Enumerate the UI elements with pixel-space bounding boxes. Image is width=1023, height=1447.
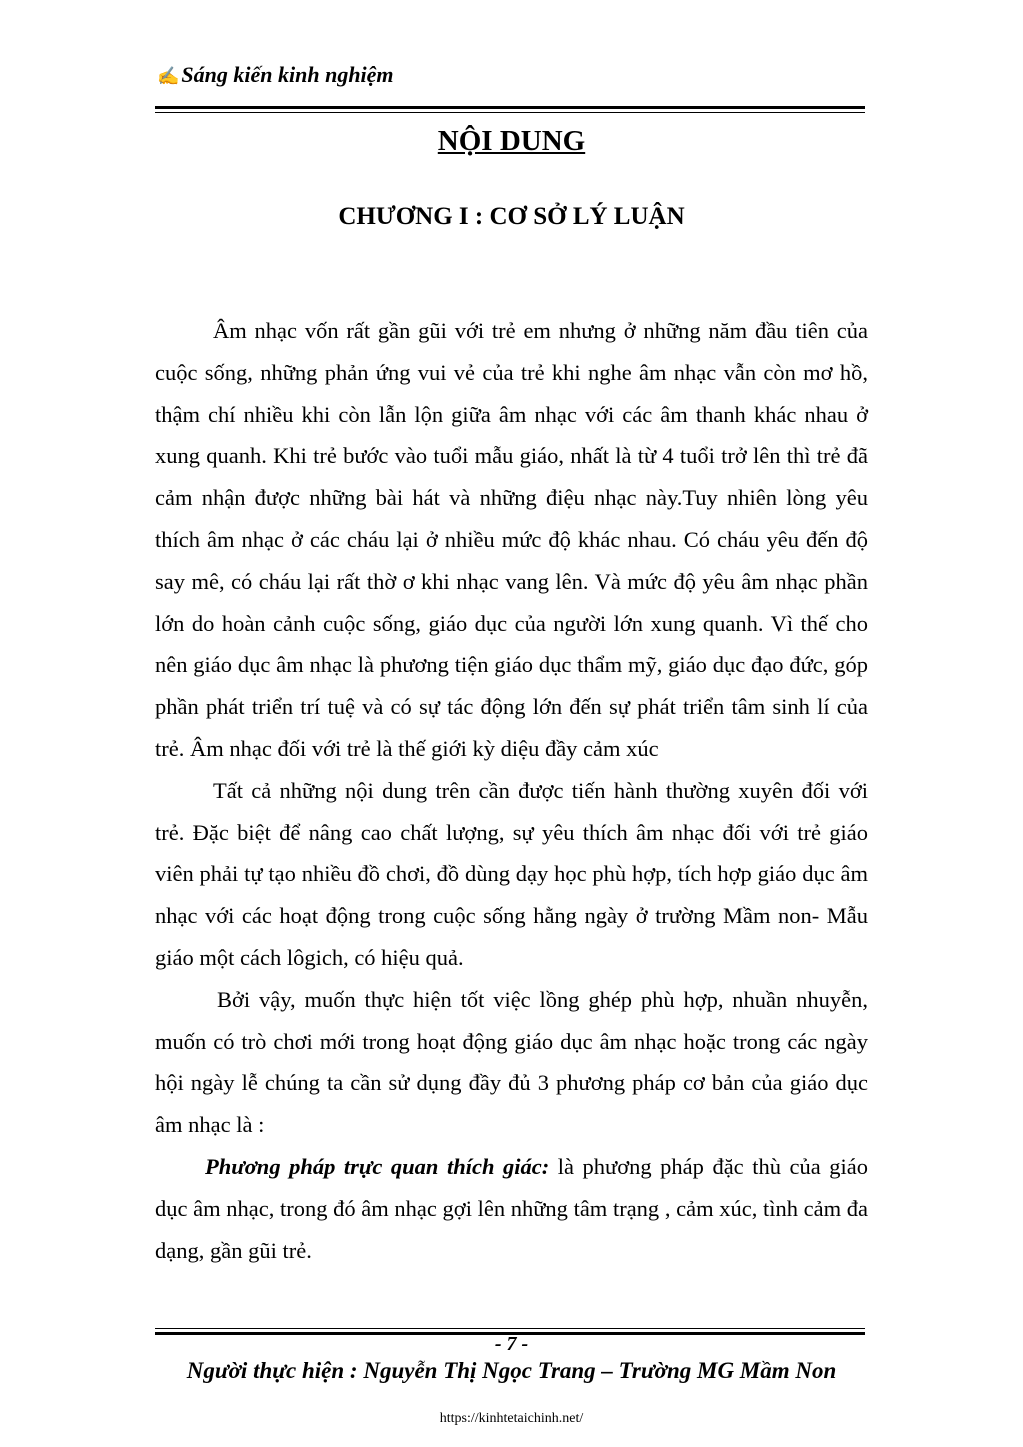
paragraph-lead: Phương pháp trực quan thích giác: — [205, 1153, 550, 1179]
header-rule — [155, 106, 865, 113]
page-header — [157, 62, 394, 88]
page-number: - 7 - — [494, 1333, 529, 1355]
section-title: NỘI DUNG — [437, 125, 586, 157]
source-url: https://kinhtetaichinh.net/ — [439, 1411, 584, 1426]
paragraph-text: là phương pháp đặc thù của giáo dục âm nhạc, trong đó âm nhạc gợi lên những tâm trạng , cảm xúc, tình cảm đa dạng, gần gũi trẻ. — [155, 1153, 868, 1263]
paragraph: Âm nhạc vốn rất gần gũi với trẻ em nhưng ở những năm đầu tiên của cuộc sống, những phản ứng vui vẻ của trẻ khi nghe âm nhạc vẫn còn mơ hồ, thậm chí nhiều khi còn lẫn lộn giữa âm nhạc với các âm thanh khác nhau ở xung quanh. Khi trẻ bước vào tuổi mẫu giáo, nhất là từ 4 tuổi trở lên thì trẻ đã cảm nhận được những bài hát và những điệu nhạc này.Tuy nhiên lòng yêu thích âm nhạc ở các cháu lại ở nhiều mức độ khác nhau. Có cháu yêu đến độ say mê, có cháu lại rất thờ ơ khi nhạc vang lên. Và mức độ yêu âm nhạc phần lớn do hoàn cảnh cuộc sống, giáo dục của người lớn xung quanh. Vì thế cho nên giáo dục âm nhạc là phương tiện giáo dục thẩm mỹ, giáo dục đạo đức, góp phần phát triển trí tuệ và có sự tác động lớn đến sự phát triển tâm sinh lí của trẻ. Âm nhạc đối với trẻ là thế giới kỳ diệu đầy cảm xúc — [155, 318, 868, 761]
paragraph: Bởi vậy, muốn thực hiện tốt việc lồng ghép phù hợp, nhuần nhuyễn, muốn có trò chơi mới trong hoạt động giáo dục âm nhạc hoặc trong các ngày hội ngày lễ chúng ta cần sử dụng đầy đủ 3 phương pháp cơ bản của giáo dục âm nhạc là : — [155, 986, 868, 1138]
paragraph — [155, 1146, 868, 1271]
header-text: Sáng kiến kinh nghiệm — [181, 62, 394, 87]
paragraph: Tất cả những nội dung trên cần được tiến hành thường xuyên đối với trẻ. Đặc biệt để nâng cao chất lượng, sự yêu thích âm nhạc đối với trẻ giáo viên phải tự tạo nhiều đồ chơi, đồ dùng dạy học phù hợp, tích hợp giáo dục âm nhạc với các hoạt động trong cuộc sống hằng ngày ở trường Mầm non- Mẫu giáo một cách lôgich, có hiệu quả. — [155, 777, 868, 970]
footer-author: Người thực hiện : Nguyễn Thị Ngọc Trang – Trường MG Mầm Non — [186, 1358, 837, 1383]
pencil-icon: ✍ — [157, 66, 180, 86]
chapter-title: CHƯƠNG I : CƠ SỞ LÝ LUẬN — [338, 203, 685, 230]
body-text — [155, 310, 868, 1271]
